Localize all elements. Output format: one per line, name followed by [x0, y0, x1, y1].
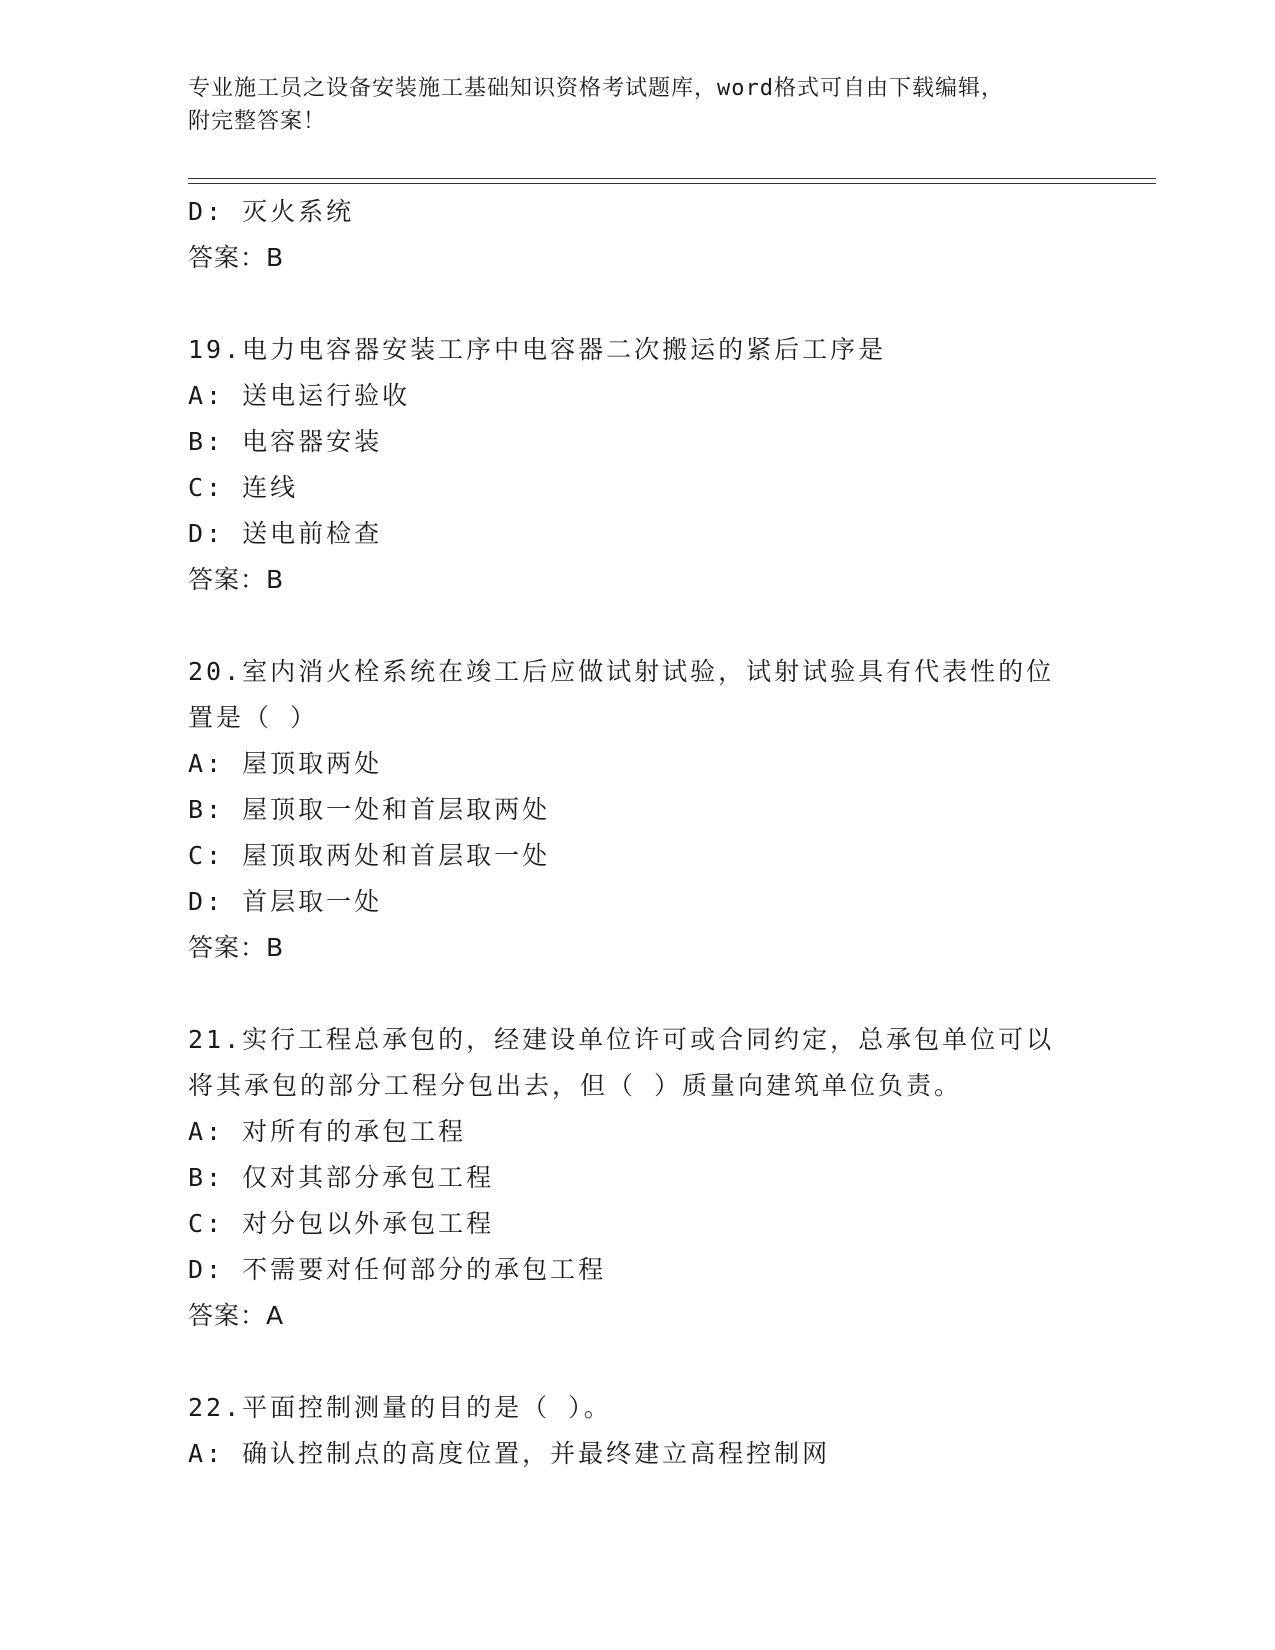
option-a: A: 对所有的承包工程 [188, 1117, 467, 1146]
answer: 答案：B [188, 933, 285, 962]
question-text: 22.平面控制测量的目的是（ ）。 [188, 1393, 612, 1422]
question-20 [188, 649, 1088, 971]
question-content [188, 189, 1088, 1477]
option-b: B: 仅对其部分承包工程 [188, 1163, 495, 1192]
question-21 [188, 1017, 1088, 1339]
option-a: A: 送电运行验收 [188, 381, 411, 410]
spacer [188, 603, 1088, 649]
question-19 [188, 327, 1088, 603]
header-divider-top [188, 178, 1156, 179]
spacer [188, 971, 1088, 1017]
answer: 答案：A [188, 1301, 285, 1330]
question-text-line-2: 将其承包的部分工程分包出去，但（ ）质量向建筑单位负责。 [188, 1071, 963, 1100]
option-d: D: 不需要对任何部分的承包工程 [188, 1255, 607, 1284]
spacer [188, 1339, 1088, 1385]
question-text-line-1: 21.实行工程总承包的，经建设单位许可或合同约定，总承包单位可以 [188, 1025, 1055, 1054]
option-a: A: 确认控制点的高度位置，并最终建立高程控制网 [188, 1439, 831, 1468]
option-d: D: 送电前检查 [188, 519, 383, 548]
option-c: C: 对分包以外承包工程 [188, 1209, 495, 1238]
option-a: A: 屋顶取两处 [188, 749, 383, 778]
carry-over-option-d: D: 灭火系统 [188, 197, 355, 226]
question-text-line-1: 20.室内消火栓系统在竣工后应做试射试验，试射试验具有代表性的位 [188, 657, 1055, 686]
answer: 答案：B [188, 565, 285, 594]
header-divider-bottom [188, 183, 1156, 184]
header-line-2: 附完整答案！ [188, 109, 327, 134]
option-d: D: 首层取一处 [188, 887, 383, 916]
option-c: C: 屋顶取两处和首层取一处 [188, 841, 551, 870]
carry-over-answer: 答案：B [188, 243, 285, 272]
question-text: 19.电力电容器安装工序中电容器二次搬运的紧后工序是 [188, 335, 887, 364]
option-c: C: 连线 [188, 473, 299, 502]
question-22 [188, 1385, 1088, 1477]
option-b: B: 电容器安装 [188, 427, 383, 456]
spacer [188, 281, 1088, 327]
question-text-line-2: 置是（ ） [188, 703, 319, 732]
document-header [188, 72, 1068, 138]
option-b: B: 屋顶取一处和首层取两处 [188, 795, 551, 824]
header-line-1: 专业施工员之设备安装施工基础知识资格考试题库，word格式可自由下载编辑， [188, 76, 1004, 101]
